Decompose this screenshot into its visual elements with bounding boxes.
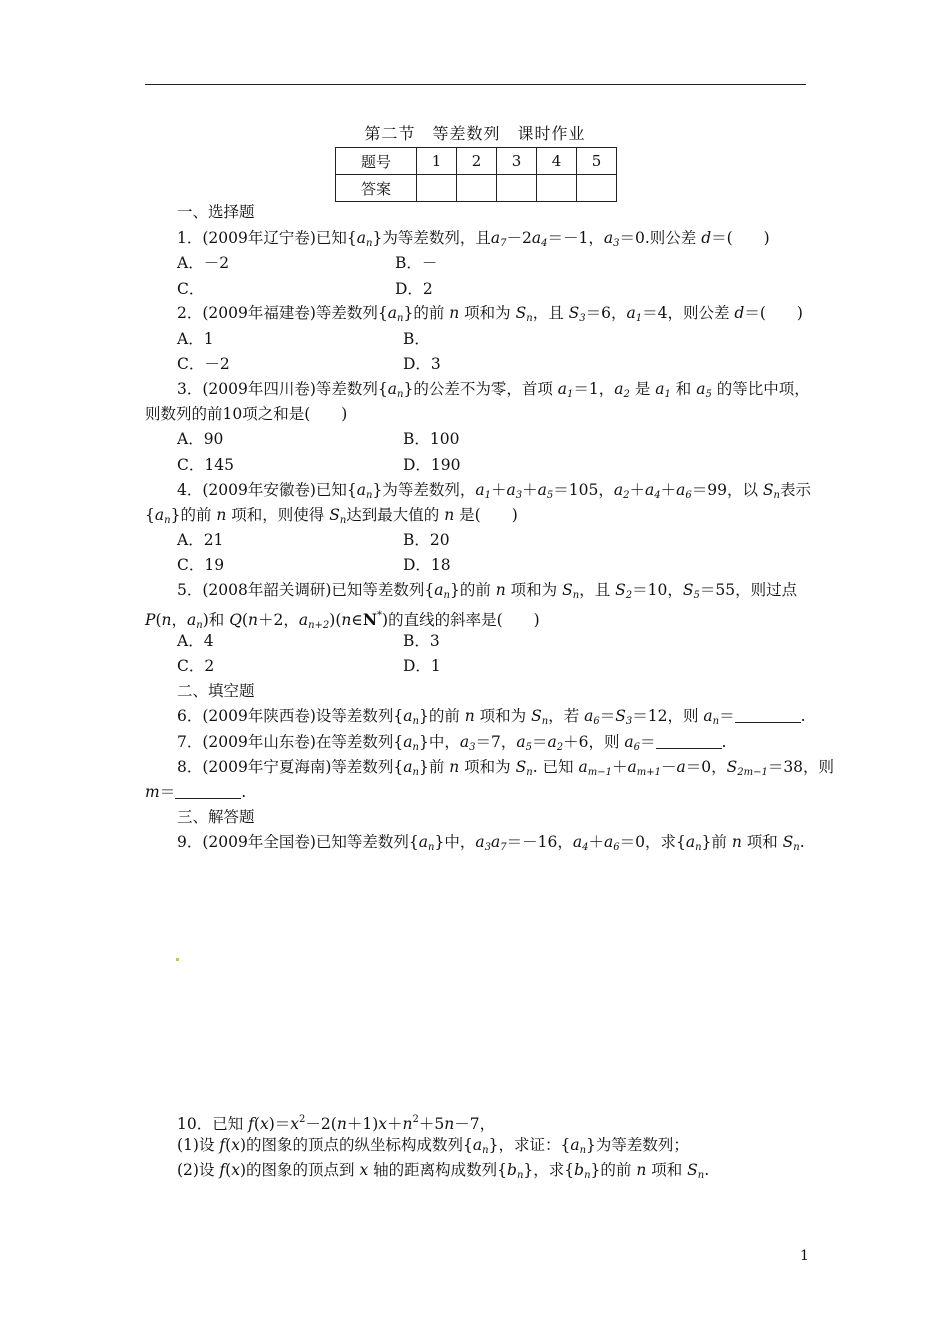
option-d: D．1: [403, 657, 441, 675]
section-heading: 三、解答题: [177, 808, 255, 826]
table-cell: 5: [577, 148, 617, 175]
option-a: A．21: [177, 531, 224, 549]
table-row: [336, 175, 617, 202]
question-text: 4．(2009年安徽卷)已知{: [177, 481, 357, 499]
option-b: B．100: [403, 430, 460, 448]
question-7: 7．(2009年山东卷)在等差数列$\{a_n\}$中，$a_3=7$，$a_5=a_2+6$，则 $a_6=$ .: [177, 733, 727, 753]
question-5: 5．(2008年韶关调研)已知等差数列$\{a_n\}$的前 n 项和为 $S_n$，且 $S_2=10$，$S_5=55$，则过点: [177, 581, 798, 601]
question-text: 3．(2009年四川卷)等差数列{: [177, 380, 388, 398]
page-number: 1: [800, 1248, 809, 1264]
question-3: 3．(2009年四川卷)等差数列$\{a_n\}$的公差不为零，首项 $a_1=1$，$a_2$ 是 $a_1$ 和 $a_5$ 的等比中项，: [177, 380, 810, 400]
table-header-cell: 答案: [336, 175, 417, 202]
question-10: 10．已知 $f(x)=x^2-2(n+1)x+n^2+5n-7$，: [177, 1114, 496, 1133]
answer-cell[interactable]: [537, 175, 577, 202]
option-c: C．－2: [177, 355, 230, 373]
option-c: C．: [177, 280, 205, 298]
answer-blank[interactable]: [735, 708, 801, 723]
option-b: B．: [403, 330, 430, 348]
question-1: 1．(2009年辽宁卷)已知$\{a_n\}$为等差数列，且$a_7-2a_4=-1$，$a_3=0$.则公差 d＝( ): [177, 229, 770, 249]
option-a: A．4: [177, 632, 214, 650]
answer-blank[interactable]: [175, 784, 241, 799]
table-header-cell: 题号: [336, 148, 417, 175]
question-9: 9．(2009年全国卷)已知等差数列$\{a_n\}$中，$a_3a_7=-16$，$a_4+a_6=0$，求$\{a_n\}$前 n 项和 $S_n$.: [177, 833, 805, 853]
option-d: D．2: [395, 280, 433, 298]
option-c: C．2: [177, 657, 215, 675]
question-8-continued: m＝ .: [145, 783, 247, 801]
answer-cell[interactable]: [457, 175, 497, 202]
header-rule: [145, 84, 806, 85]
answer-cell[interactable]: [497, 175, 537, 202]
option-b: B．－: [395, 254, 438, 272]
option-a: A．－2: [177, 254, 230, 272]
table-cell: 1: [417, 148, 457, 175]
table-cell: 4: [537, 148, 577, 175]
question-4-continued: $\{a_n\}$的前 n 项和，则使得 $S_n$达到最大值的 n 是( ): [145, 506, 518, 526]
option-b: B．20: [403, 531, 450, 549]
option-d: D．18: [403, 556, 451, 574]
option-d: D．3: [403, 355, 441, 373]
question-part-label: (2)设: [177, 1161, 215, 1179]
answer-blank[interactable]: [656, 734, 722, 749]
page-title: 第二节 等差数列 课时作业: [364, 124, 586, 143]
question-10-part-1: (1)设 f(x)的图象的顶点的纵坐标构成数列$\{a_n\}$，求证：$\{a_n\}$为等差数列；: [177, 1136, 689, 1156]
answer-table: [335, 147, 617, 202]
question-10-part-2: (2)设 f(x)的图象的顶点到 x 轴的距离构成数列$\{b_n\}$，求$\{b_n\}$的前 n 项和 $S_n$.: [177, 1161, 710, 1181]
question-text: 6．(2009年陕西卷)设等差数列{: [177, 707, 404, 725]
option-a: A．1: [177, 330, 214, 348]
question-text: 10．已知: [177, 1115, 244, 1133]
question-text: 2．(2009年福建卷)等差数列{: [177, 304, 388, 322]
option-a: A．90: [177, 430, 224, 448]
question-4: 4．(2009年安徽卷)已知$\{a_n\}$为等差数列，$a_1+a_3+a_5=105$，$a_2+a_4+a_6=99$，以 $S_n$表示: [177, 481, 811, 501]
option-b: B．3: [403, 632, 440, 650]
question-3-continued: 则数列的前10项之和是( ): [145, 405, 348, 423]
table-row: [336, 148, 617, 175]
question-text: 9．(2009年全国卷)已知等差数列{: [177, 833, 419, 851]
answer-cell[interactable]: [577, 175, 617, 202]
option-c: C．19: [177, 556, 225, 574]
question-5-continued: P(n，$a_n$)和 Q(n＋2，$a_{n+2})(n\in N^*)$的直线的斜率是( ): [145, 610, 540, 631]
answer-cell[interactable]: [417, 175, 457, 202]
section-heading: 一、选择题: [177, 203, 255, 221]
question-text: 1．(2009年辽宁卷)已知{: [177, 229, 357, 247]
section-heading: 二、填空题: [177, 682, 255, 700]
question-text: 8．(2009年宁夏海南)等差数列{: [177, 758, 404, 776]
question-text: 5．(2008年韶关调研)已知等差数列{: [177, 581, 435, 599]
option-c: C．145: [177, 456, 234, 474]
question-part-label: (1)设: [177, 1136, 215, 1154]
option-d: D．190: [403, 456, 461, 474]
speck-mark: [176, 958, 179, 961]
table-cell: 3: [497, 148, 537, 175]
question-text: 7．(2009年山东卷)在等差数列{: [177, 733, 404, 751]
question-2: 2．(2009年福建卷)等差数列$\{a_n\}$的前 n 项和为 $S_n$，且 $S_3=6$，$a_1=4$，则公差 d＝( ): [177, 304, 803, 324]
question-6: 6．(2009年陕西卷)设等差数列$\{a_n\}$的前 n 项和为 $S_n$，若 $a_6=S_3=12$，则 $a_n=$ .: [177, 707, 806, 727]
table-cell: 2: [457, 148, 497, 175]
question-8: 8．(2009年宁夏海南)等差数列$\{a_n\}$前 n 项和为 $S_n$. 已知 $a_{m-1}+a_{m+1}-a=0$，$S_{2m-1}=38$，则: [177, 758, 835, 778]
